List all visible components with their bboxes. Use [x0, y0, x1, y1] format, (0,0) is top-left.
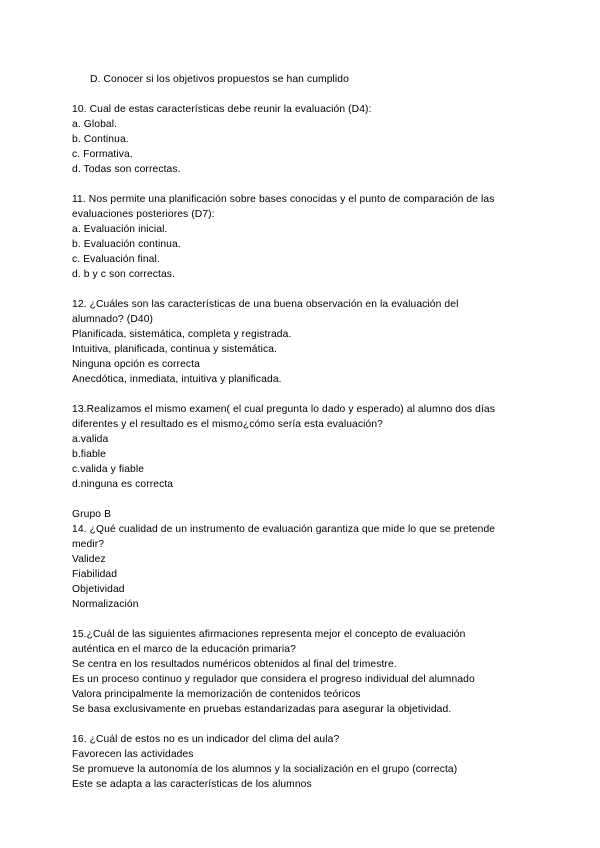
- answer-option: a.valida: [72, 434, 109, 445]
- answer-option: b. Continua.: [72, 134, 129, 145]
- answer-option: Ninguna opción es correcta: [72, 359, 200, 370]
- answer-option: a. Evaluación inicial.: [72, 224, 168, 235]
- question-14: [72, 522, 532, 612]
- question-11: [72, 192, 532, 282]
- answer-option: Se basa exclusivamente en pruebas estandarizadas para asegurar la objetividad.: [72, 704, 452, 715]
- question-text: 10. Cual de estas características debe reunir la evaluación (D4):: [72, 104, 372, 115]
- question-text: diferentes y el resultado es el mismo¿cómo sería esta evaluación?: [72, 419, 383, 430]
- question-15: [72, 627, 532, 717]
- answer-option: b.fiable: [72, 449, 107, 460]
- answer-option: Planificada, sistemática, completa y registrada.: [72, 329, 292, 340]
- answer-option: c.valida y fiable: [72, 464, 145, 475]
- answer-option-d: D. Conocer si los objetivos propuestos se han cumplido: [90, 74, 349, 85]
- answer-option: Validez: [72, 554, 106, 565]
- answer-option: c. Formativa.: [72, 149, 133, 160]
- question-text: alumnado? (D40): [72, 314, 154, 325]
- question-text: 14. ¿Qué cualidad de un instrumento de evaluación garantiza que mide lo que se pretende: [72, 524, 496, 535]
- answer-option: d.ninguna es correcta: [72, 479, 174, 490]
- answer-option: Este se adapta a las características de los alumnos: [72, 779, 312, 790]
- question-text: evaluaciones posteriores (D7):: [72, 209, 215, 220]
- answer-option: b. Evaluación continua.: [72, 239, 181, 250]
- answer-option: d. Todas son correctas.: [72, 164, 181, 175]
- group-title: Grupo B: [72, 509, 112, 520]
- answer-option: Anecdótica, inmediata, intuitiva y planificada.: [72, 374, 282, 385]
- question-10: [72, 102, 532, 177]
- question-12: [72, 297, 532, 387]
- answer-option: Intuitiva, planificada, continua y sistemática.: [72, 344, 278, 355]
- question-text: 11. Nos permite una planificación sobre bases conocidas y el punto de comparación de las: [72, 194, 495, 205]
- question-16: [72, 732, 532, 792]
- answer-option: Fiabilidad: [72, 569, 118, 580]
- answer-option: Se promueve la autonomía de los alumnos y la socialización en el grupo (correcta): [72, 764, 458, 775]
- answer-option: Objetividad: [72, 584, 125, 595]
- question-text: 12. ¿Cuáles son las características de una buena observación en la evaluación del: [72, 299, 459, 310]
- answer-option: c. Evaluación final.: [72, 254, 160, 265]
- question-text: auténtica en el marco de la educación primaria?: [72, 644, 296, 655]
- document-page: [72, 72, 532, 792]
- question-text: medir?: [72, 539, 105, 550]
- question-text: 16. ¿Cuál de estos no es un indicador del clima del aula?: [72, 734, 340, 745]
- answer-option: a. Global.: [72, 119, 118, 130]
- answer-option: Es un proceso continuo y regulador que considera el progreso individual del alumnado: [72, 674, 475, 685]
- answer-option: Valora principalmente la memorización de contenidos teóricos: [72, 689, 361, 700]
- answer-option: Favorecen las actividades: [72, 749, 194, 760]
- answer-option: Se centra en los resultados numéricos obtenidos al final del trimestre.: [72, 659, 397, 670]
- question-13: [72, 402, 532, 492]
- answer-option: Normalización: [72, 599, 139, 610]
- question-text: 15.¿Cuál de las siguientes afirmaciones representa mejor el concepto de evaluación: [72, 629, 466, 640]
- group-b-section: [72, 507, 532, 792]
- answer-option: d. b y c son correctas.: [72, 269, 176, 280]
- question-text: 13.Realizamos el mismo examen( el cual pregunta lo dado y esperado) al alumno dos días: [72, 404, 495, 415]
